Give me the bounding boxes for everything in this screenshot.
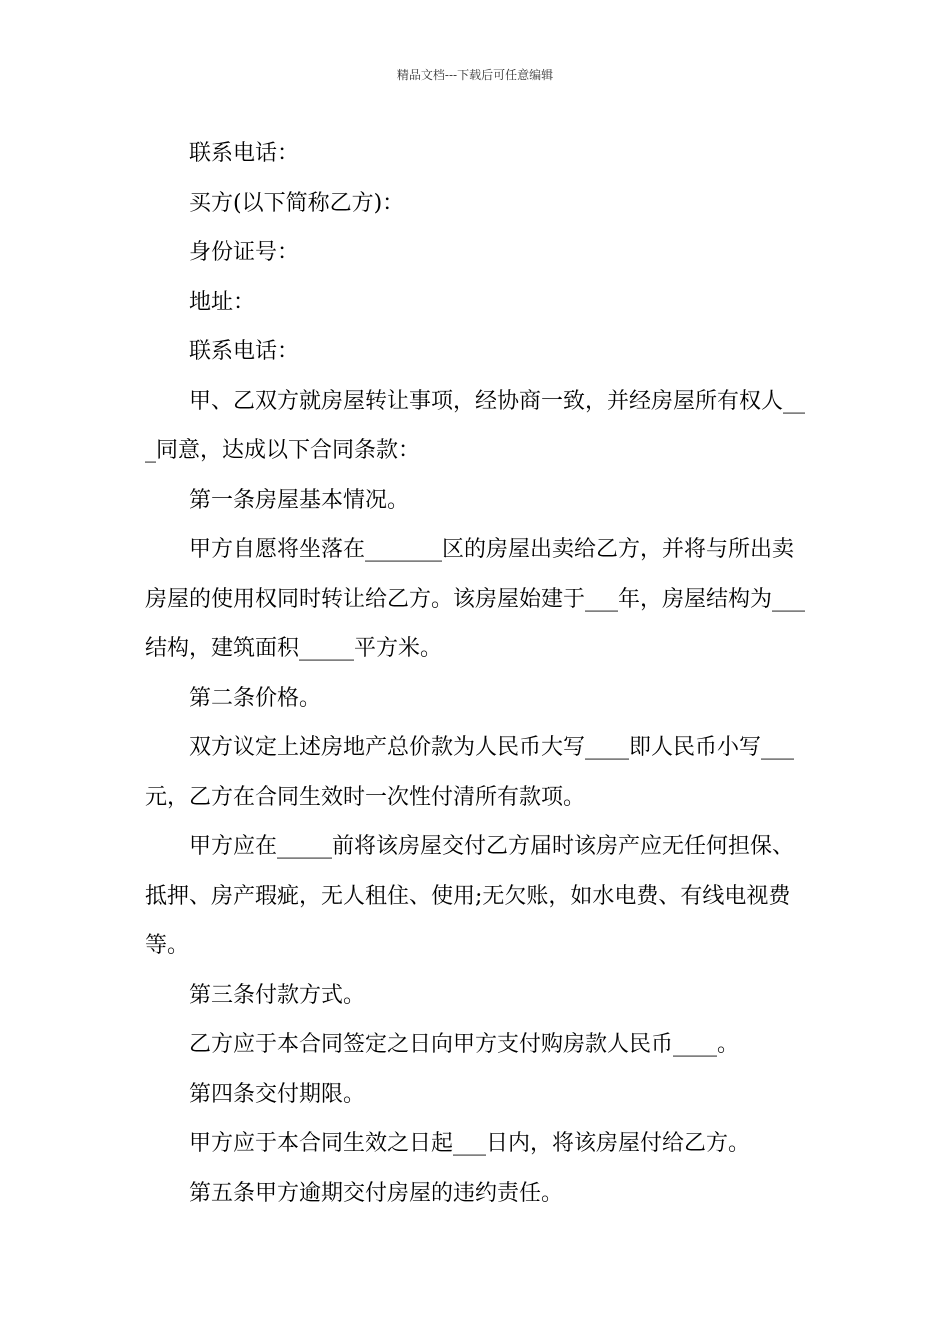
- article-2-delivery: 甲方应在_____前将该房屋交付乙方届时该房产应无任何担保、抵押、房产瑕疵，无人租住、使用;无欠账，如水电费、有线电视费等。: [145, 834, 795, 958]
- page-header: 精品文档---下载后可任意编辑: [396, 68, 554, 82]
- article-2-title: 第二条价格。: [189, 685, 322, 711]
- paragraph-buyer-phone: 联系电话：: [189, 339, 300, 364]
- article-2-body: 双方议定上述房地产总价款为人民币大写____即人民币小写___元，乙方在合同生效时一次性付清所有款项。: [145, 735, 795, 810]
- article-3-body: 乙方应于本合同签定之日向甲方支付购房款人民币____。: [189, 1032, 740, 1057]
- article-4-title: 第四条交付期限。: [189, 1081, 366, 1107]
- paragraph-seller-phone: 联系电话：: [189, 141, 300, 166]
- paragraph-preamble: 甲、乙双方就房屋转让事项，经协商一致，并经房屋所有权人___同意，达成以下合同条款：: [145, 388, 806, 463]
- contract-body: [145, 129, 810, 1218]
- paragraph-buyer: 买方(以下简称乙方)：: [189, 190, 405, 216]
- article-1-body: 甲方自愿将坐落在_______区的房屋出卖给乙方，并将与所出卖房屋的使用权同时转让给乙方。该房屋始建于___年，房屋结构为___结构，建筑面积_____平方米。: [145, 537, 806, 661]
- article-5-title: 第五条甲方逾期交付房屋的违约责任。: [189, 1180, 564, 1206]
- article-4-body: 甲方应于本合同生效之日起___日内，将该房屋付给乙方。: [189, 1131, 751, 1156]
- paragraph-id-number: 身份证号：: [189, 240, 300, 265]
- paragraph-address: 地址：: [189, 289, 256, 315]
- article-1-title: 第一条房屋基本情况。: [189, 487, 410, 513]
- article-3-title: 第三条付款方式。: [189, 982, 366, 1008]
